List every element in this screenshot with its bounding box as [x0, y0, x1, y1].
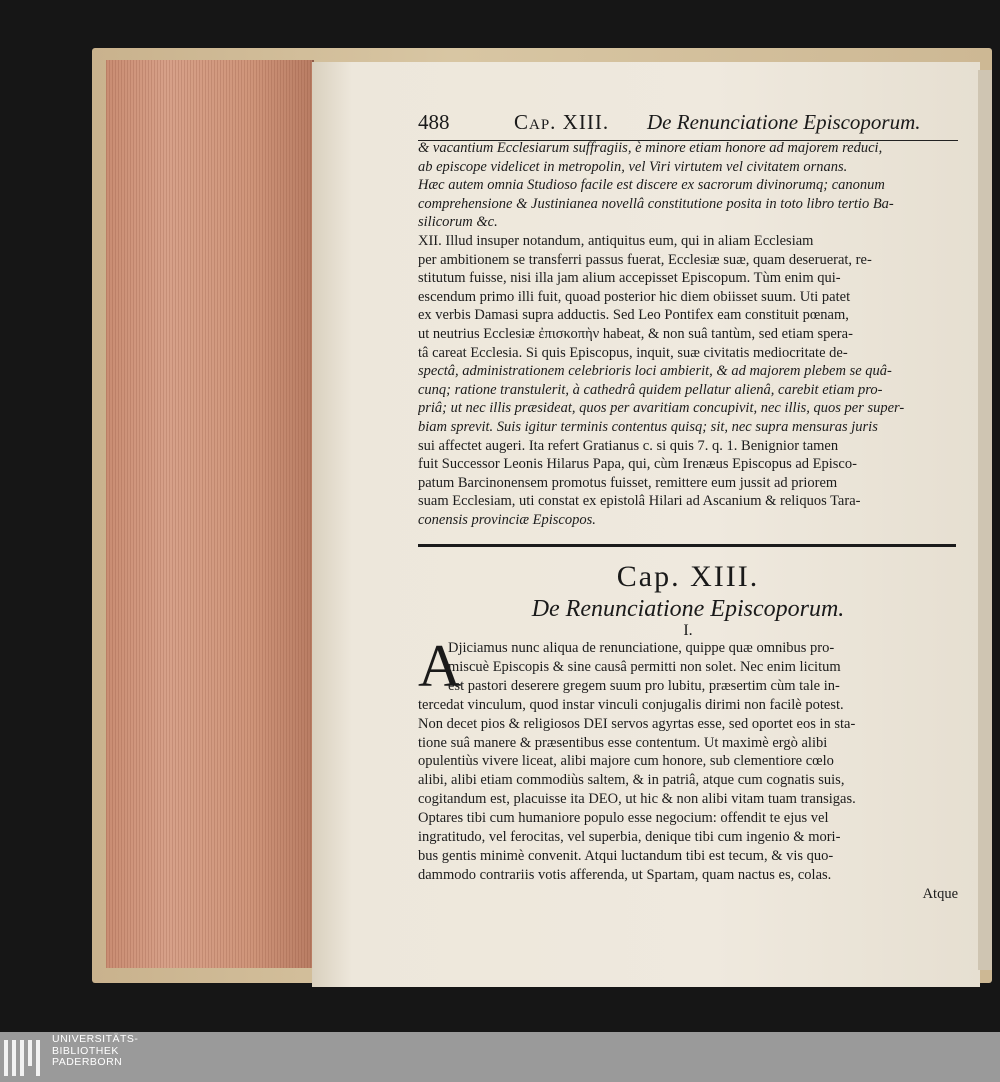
- page-block-edge: [106, 60, 314, 968]
- body-line: dammodo contrariis votis afferenda, ut Spartam, quam nactus es, colas.: [418, 866, 832, 883]
- text-line: escendum primo illi fuit, quoad posterior hic diem obiisset suum. Uti patet: [418, 288, 851, 305]
- text-line: priâ; ut nec illis præsideat, quos per avaritiam concupivit, nec illis, quos per super-: [418, 400, 905, 417]
- text-line: comprehensione & Justinianea novellâ constitutione posita in toto libro tertio Ba-: [418, 195, 894, 212]
- running-header: [418, 110, 958, 141]
- text-line: biam sprevit. Suis igitur terminis contentus quisq; sit, nec supra mensuras juris: [418, 419, 878, 435]
- text-line: silicorum &c.: [418, 214, 498, 231]
- library-name-line: BIBLIOTHEK: [52, 1044, 119, 1057]
- body-line: ingratitudo, vel ferocitas, vel superbia, denique tibi cum ingenio & mori-: [418, 829, 841, 845]
- text-line: conensis provinciæ Episcopos.: [418, 512, 596, 528]
- body-line: est pastori deserere gregem suum pro lubitu, præsertim cùm tale in-: [448, 677, 840, 694]
- body-line: tione suâ manere & præsentibus esse contentum. Ut maximè ergò alibi: [418, 734, 828, 751]
- text-line: ab episcope videlicet in metropolin, vel Viri virtutem vel civitatem ornans.: [418, 158, 848, 175]
- body-line: Non decet pios & religiosos DEI servos agyrtas esse, sed oportet eos in sta-: [418, 715, 856, 732]
- text-line: suam Ecclesiam, uti constat ex epistolâ Hilari ad Ascanium & reliquos Tara-: [418, 493, 861, 510]
- text-line: fuit Successor Leonis Hilarus Papa, qui, cùm Irenæus Episcopus ad Episco-: [418, 456, 857, 473]
- text-line: patum Barcinonensem promotus fuisset, remittere eum jussit ad priorem: [418, 474, 838, 491]
- text-line: ex verbis Damasi supra adductis. Sed Leo Pontifex eam constituit pœnam,: [418, 307, 849, 324]
- chapter-subtitle: De Renunciatione Episcoporum.: [531, 596, 845, 622]
- text-line: ut neutrius Ecclesiæ ἐπισκοπὴν habeat, & non suâ tantùm, sed etiam spera-: [418, 326, 853, 342]
- body-line: opulentiùs vivere liceat, alibi majore cum honore, sub clementiore cœlo: [418, 753, 834, 770]
- body-line: alibi, alibi etiam commodiùs saltem, & in patriâ, atque cum cognatis suis,: [418, 772, 845, 789]
- chapter-rule: [418, 544, 956, 547]
- page-number: 488: [418, 110, 450, 134]
- text-line: tâ careat Ecclesia. Si quis Episcopus, inquit, suæ civitatis mediocritate de-: [418, 344, 848, 361]
- body-line: Optares tibi cum humaniore populo esse negocium: offendit te ejus vel: [418, 810, 829, 827]
- library-logo-icon: [4, 1040, 44, 1076]
- text-line: Hæc autem omnia Studioso facile est discere ex sacrorum divinorumq; canonum: [418, 177, 885, 194]
- text-line: & vacantium Ecclesiarum suffragiis, è minore etiam honore ad majorem reduci,: [418, 140, 883, 156]
- library-name-line: PADERBORN: [52, 1056, 123, 1068]
- body-line: miscuè Episcopis & sine causâ permitti non solet. Nec enim licitum: [448, 658, 841, 675]
- section-number: I.: [683, 622, 693, 639]
- catchword: Atque: [922, 886, 958, 902]
- drop-cap: A: [418, 633, 462, 699]
- library-name-line: UNIVERSITÄTS-: [52, 1033, 139, 1045]
- header-running-title: De Renunciatione Episcoporum.: [647, 110, 921, 134]
- body-line: tercedat vinculum, quod instar vinculi conjugalis dirimi non facilè potest.: [418, 696, 844, 713]
- text-line: spectâ, administrationem celebrioris loci ambierit, & ad majorem plebem se quâ-: [418, 363, 892, 380]
- header-chapter-label: Cap. XIII.: [514, 110, 610, 134]
- text-line: XII. Illud insuper notandum, antiquitus eum, qui in aliam Ecclesiam: [418, 233, 814, 249]
- text-line: cunq; ratione transtulerit, à cathedrâ quidem pellatur alienâ, carebit etiam pro-: [418, 381, 883, 398]
- library-name: [52, 1034, 138, 1069]
- text-line: sui affectet augeri. Ita refert Gratianus c. si quis 7. q. 1. Benignior tamen: [418, 437, 839, 454]
- library-footer: [0, 1032, 1000, 1082]
- chapter-heading: Cap. XIII.: [616, 560, 760, 593]
- body-line: bus gentis minimè convenit. Atqui luctandum tibi est tecum, & vis quo-: [418, 847, 834, 864]
- text-line: per ambitionem se transferri passus fuerat, Ecclesiæ suæ, quam deseruerat, re-: [418, 251, 872, 268]
- body-line: cogitandum est, placuisse ita DEO, ut hic & non alibi vitam tuam transigas.: [418, 791, 856, 808]
- body-line: Djiciamus nunc aliqua de renunciatione, quippe quæ omnibus pro-: [448, 640, 835, 656]
- text-line: stitutum fuisse, nisi illa jam alium accepisset Episcopum. Tùm enim qui-: [418, 270, 841, 287]
- page-right-edge: [978, 70, 992, 970]
